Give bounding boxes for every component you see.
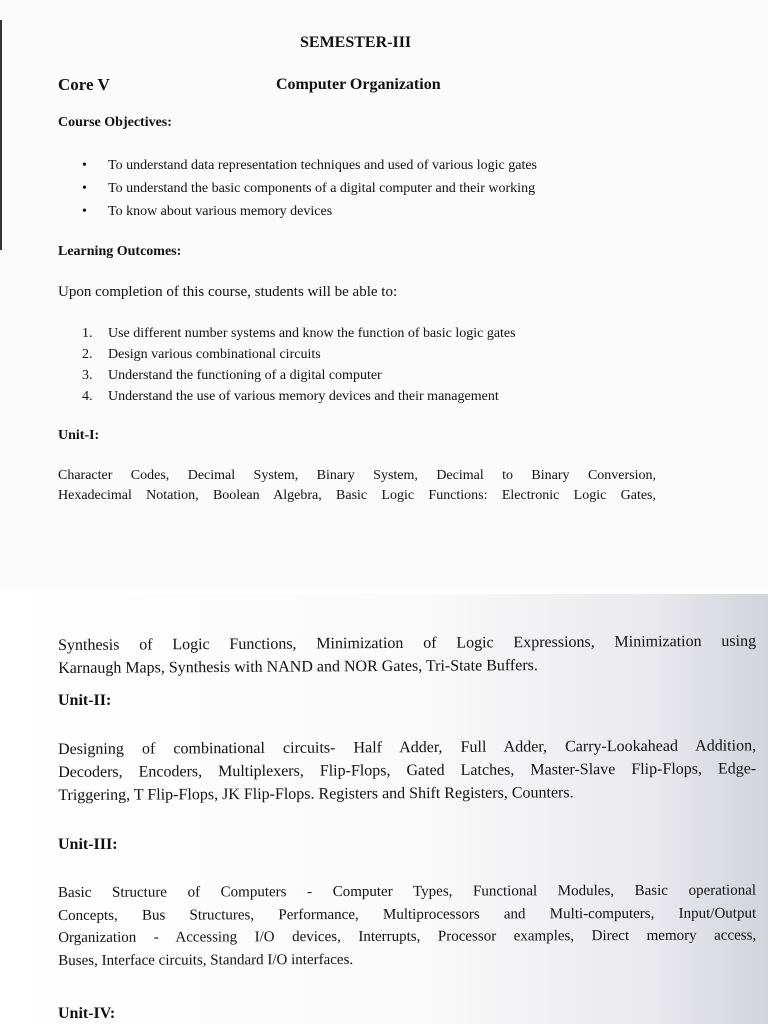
list-item: • To understand the basic components of a digital computer and their working xyxy=(82,177,537,200)
unit3-heading: Unit-III: xyxy=(58,836,118,853)
course-title: Computer Organization xyxy=(276,76,441,93)
text-line: Synthesis of Logic Functions, Minimization of Logic Expressions, Minimization using xyxy=(58,632,757,654)
list-item: 2. Design various combinational circuits xyxy=(82,347,321,362)
text-line: Triggering, T Flip-Flops, JK Flip-Flops. Registers and Shift Registers, Counters. xyxy=(58,784,574,804)
bullet-icon: • xyxy=(82,158,87,173)
text-line: Basic Structure of Computers - Computer Types, Functional Modules, Basic operational xyxy=(58,882,757,901)
unit2-paragraph xyxy=(58,734,756,807)
bullet-icon: • xyxy=(82,204,87,219)
outcomes-intro: Upon completion of this course, students will be able to: xyxy=(58,284,398,300)
text-line: Decoders, Encoders, Multiplexers, Flip-Flops, Gated Latches, Master-Slave Flip-Flops, Edge- xyxy=(58,760,757,781)
unit1-paragraph xyxy=(58,466,656,506)
unit1-heading: Unit-I: xyxy=(58,428,100,443)
objectives-heading: Course Objectives: xyxy=(58,115,172,130)
unit1-continued-paragraph xyxy=(58,630,756,680)
text-line: Organization - Accessing I/O devices, Interrupts, Processor examples, Direct memory access, xyxy=(58,927,757,946)
list-item: • To know about various memory devices xyxy=(82,200,537,223)
list-item: 4. Understand the use of various memory devices and their management xyxy=(82,389,499,404)
page-edge-shadow xyxy=(0,20,2,250)
objectives-list xyxy=(82,154,537,223)
text-line: Character Codes, Decimal System, Binary System, Decimal to Binary Conversion, xyxy=(58,468,656,483)
semester-heading: SEMESTER-III xyxy=(300,34,412,51)
list-item: 3. Understand the functioning of a digital computer xyxy=(82,368,382,383)
core-label: Core V xyxy=(58,75,110,94)
list-item: • To understand data representation techniques and used of various logic gates xyxy=(82,154,537,177)
bullet-icon: • xyxy=(82,181,87,196)
outcomes-heading: Learning Outcomes: xyxy=(58,244,182,259)
list-item: 1. Use different number systems and know the function of basic logic gates xyxy=(82,326,516,341)
unit2-heading: Unit-II: xyxy=(58,692,112,709)
unit3-paragraph xyxy=(58,880,756,972)
text-line: Buses, Interface circuits, Standard I/O interfaces. xyxy=(58,951,354,969)
unit4-heading: Unit-IV: xyxy=(58,1005,116,1022)
text-line: Concepts, Bus Structures, Performance, Multiprocessors and Multi-computers, Input/Output xyxy=(58,905,757,924)
outcomes-list xyxy=(82,323,516,407)
text-line: Designing of combinational circuits- Half Adder, Full Adder, Carry-Lookahead Addition, xyxy=(58,737,757,758)
text-line: Hexadecimal Notation, Boolean Algebra, Basic Logic Functions: Electronic Logic Gates, xyxy=(58,488,656,503)
text-line: Karnaugh Maps, Synthesis with NAND and NOR Gates, Tri-State Buffers. xyxy=(58,657,538,677)
